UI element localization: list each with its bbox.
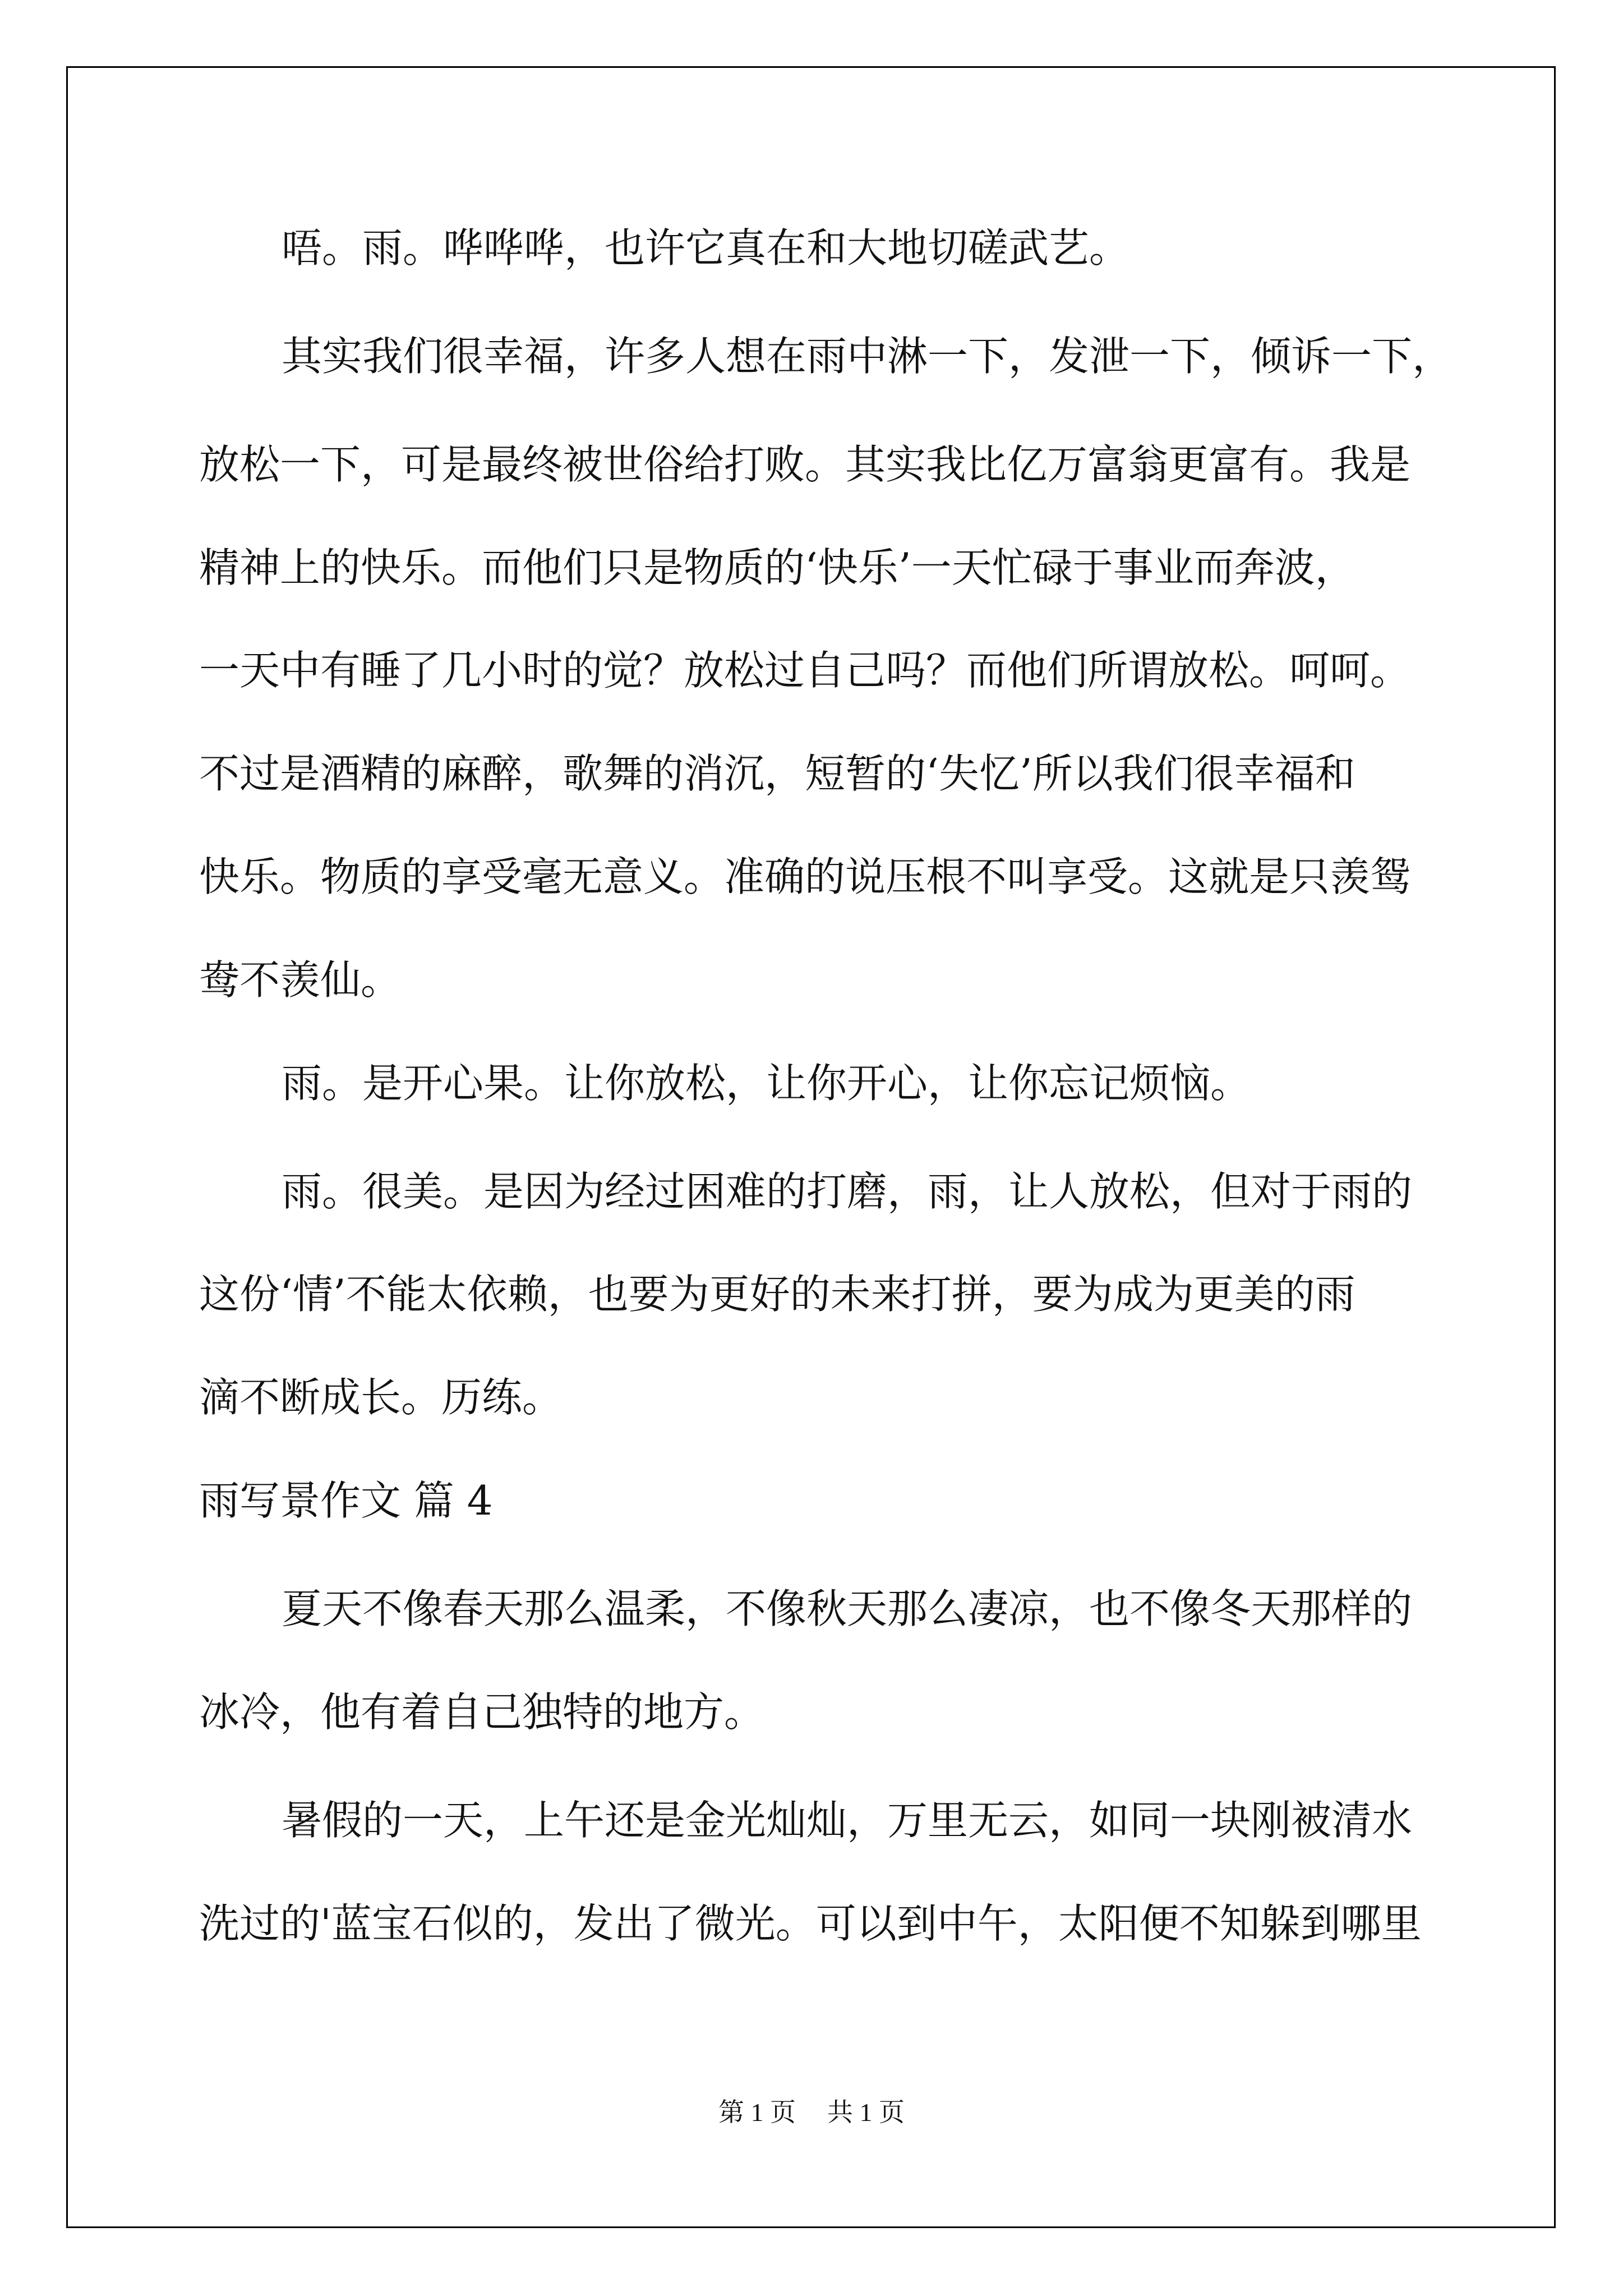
paragraph-line: 雨。很美。是因为经过困难的打磨，雨，让人放松，但对于雨的 xyxy=(282,1168,1413,1215)
paragraph-line: 滴不断成长。历练。 xyxy=(199,1374,563,1421)
page-footer xyxy=(0,2096,1623,2129)
paragraph-line: 暑假的一天，上午还是金光灿灿，万里无云，如同一块刚被清水 xyxy=(282,1797,1413,1844)
section-heading: 雨写景作文 篇 4 xyxy=(199,1477,493,1524)
paragraph-line: 不过是酒精的麻醉，歌舞的消沉，短暂的‘失忆’所以我们很幸福和 xyxy=(199,750,1355,797)
paragraph-line: 唔。雨。哗哗哗，也许它真在和大地切磋武艺。 xyxy=(282,224,1130,272)
paragraph-line: 冰冷，他有着自己独特的地方。 xyxy=(199,1688,765,1736)
paragraph-line: 精神上的快乐。而他们只是物质的‘快乐’一天忙碌于事业而奔波， xyxy=(199,544,1355,591)
paragraph-line: 洗过的'蓝宝石似的，发出了微光。可以到中午，太阳便不知躲到哪里 xyxy=(199,1900,1422,1947)
paragraph-line: 鸯不羡仙。 xyxy=(199,956,402,1004)
paragraph-line: 夏天不像春天那么温柔，不像秋天那么凄凉，也不像冬天那样的 xyxy=(282,1585,1413,1632)
paragraph-line: 雨。是开心果。让你放松，让你开心，让你忘记烦恼。 xyxy=(282,1060,1251,1107)
paragraph-line: 其实我们很幸福，许多人想在雨中淋一下，发泄一下，倾诉一下， xyxy=(282,333,1453,380)
paragraph-line: 这份‘情’不能太依赖，也要为更好的未来打拼，要为成为更美的雨 xyxy=(199,1271,1355,1318)
paragraph-line: 放松一下，可是最终被世俗给打败。其实我比亿万富翁更富有。我是 xyxy=(199,441,1411,488)
paragraph-line: 一天中有睡了几小时的觉？放松过自己吗？而他们所谓放松。呵呵。 xyxy=(199,647,1411,694)
page-number: 第 1 页 xyxy=(718,2098,796,2127)
paragraph-line: 快乐。物质的享受毫无意义。准确的说压根不叫享受。这就是只羡鸳 xyxy=(199,853,1411,900)
page-total: 共 1 页 xyxy=(827,2098,905,2127)
